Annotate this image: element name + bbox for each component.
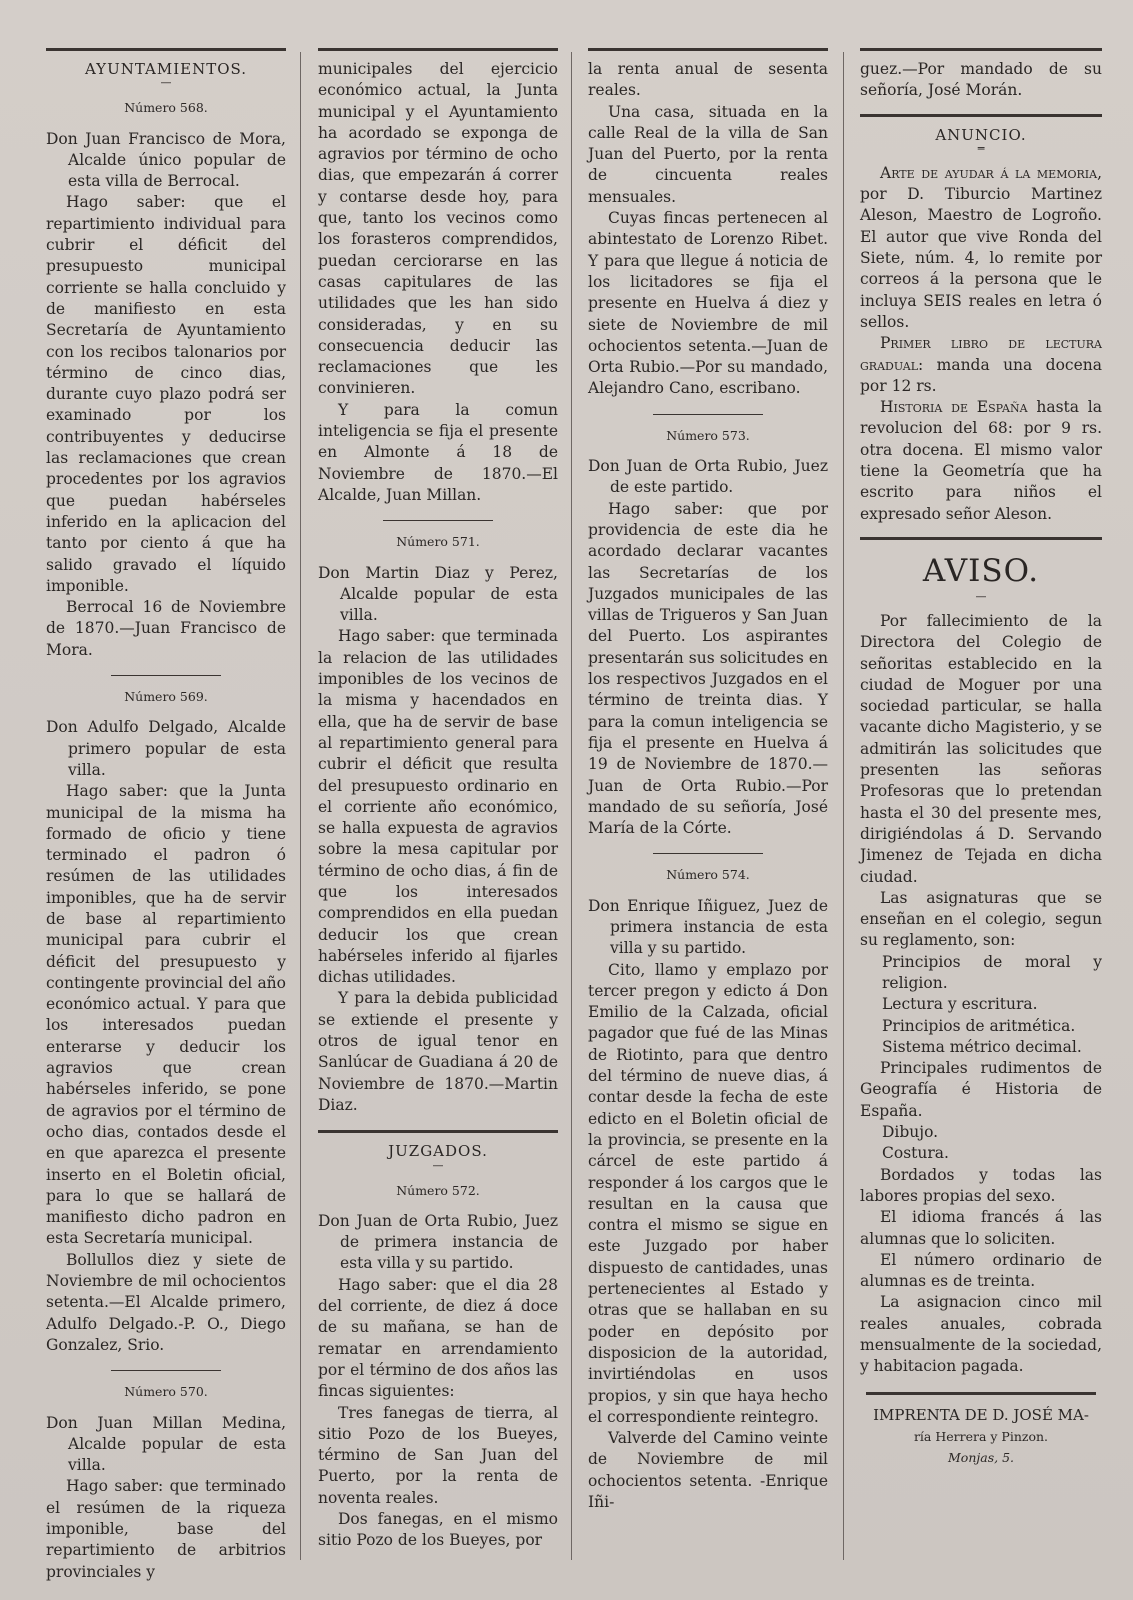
notice-number: Número 571. [396,534,480,550]
notice-item: Tres fanegas de tierra, al sitio Pozo de los Bueyes, término de San Juan del Puerto, por la renta de noventa reales. [318,1403,558,1507]
top-rule [860,48,1102,51]
column-divider [843,52,844,1560]
aviso-title: AVISO. [922,552,1040,589]
notice-signature: Cuyas fincas pertenecen al abintestato de Lorenzo Ribet. Y para que llegue á noticia de los licitadores se fija el presente en Huelva á diez y siete de Noviembre de mil ochocientos setenta.—Juan de Orta Rubio.—Por su mandado, Alejandro Cano, escribano. [588,209,828,398]
imprint-line: ría Herrera y Pinzon. [913,1428,1049,1444]
advert-historia [860,397,1102,525]
divider [653,853,763,854]
section-title-ayuntamientos: AYUNTAMIENTOS. [84,60,248,78]
subject-item: El idioma francés á las alumnas que lo soliciten. [860,1208,1102,1248]
column-divider [300,52,301,1560]
subject-item: Principales rudimentos de Geografía é Historia de España. [860,1059,1102,1120]
column-2 [318,48,558,1580]
top-rule [46,48,286,51]
aviso-body: Por fallecimiento de la Directora del Colegio de señoritas establecido en la ciudad de Moguer por una sociedad particular, se halla vacante dicho Magisterio, y se admitirán las solicitudes que presenten las señoras Profesoras que lo pretendan hasta el 30 del presente mes, dirigiéndolas á D. Servando Jimenez de Tejada en dicha ciudad. [860,611,1102,886]
notice-number: Número 573. [666,427,750,443]
subject-item: Sistema métrico decimal. [882,1037,1082,1056]
notice-signature: Bollullos diez y siete de Noviembre de mil ochocientos setenta.—El Alcalde primero, Adulfo Delgado.-P. O., Diego Gonzalez, Srio. [46,1250,286,1354]
notice-number: Número 574. [666,867,750,883]
notice-body: Hago saber: que el repartimiento individual para cubrir el déficit del presupuesto municipal corriente se halla concluido y de manifiesto en esta Secretaría de Ayuntamiento con los recibos talonarios por término de cinco dias, durante cuyo plazo podrá ser examinado por los contribuyentes y deducirse las reclamaciones que crean procedentes por los agravios que puedan habérseles inferido en la aplicacion del tanto por ciento á que ha salido gravado el líquido imponible. [46,193,286,595]
subject-item: Bordados y todas las labores propias del sexo. [860,1165,1102,1205]
notice-signature: Valverde del Camino veinte de Noviembre de mil ochocientos setenta. -Enrique Iñi- [588,1429,828,1511]
notice-body: Hago saber: que la Junta municipal de la misma ha formado de oficio y tiene terminado el padron ó resúmen de las utilidades imponibles, que ha de servir de base al repartimiento municipal para cubrir el déficit del presupuesto y contingente provincial del año económico actual. Y para que los interesados puedan enterarse y deducir los agravios que crean habérseles inferido, se pone de agravios por el término de ocho dias, contados desde el en que aparezca el presente inserto en el Boletin oficial, para lo que se hallará de manifiesto dicho padron en esta Secretaría municipal. [46,782,286,1248]
section-dash: ═ [977,141,985,155]
notice-heading: Don Juan Millan Medina, Alcalde popular de esta villa. [46,1413,286,1475]
section-title-anuncio: ANUNCIO. [935,125,1027,144]
notice-item: Dos fanegas, en el mismo sitio Pozo de los Bueyes, por [318,1510,558,1550]
subject-item: La asignacion cinco mil reales anuales, cobrada mensualmente de la sociedad, y habitacion pagada. [860,1293,1102,1376]
notice-body: Hago saber: que el dia 28 del corriente, de diez á doce de su mañana, se han de rematar en arrendamiento por el término de dos años las fincas siguientes: [318,1275,558,1401]
notice-signature: Y para la debida publicidad se extiende el presente y otros de igual tenor en Sanlúcar de Guadiana á 20 de Noviembre de 1870.—Martin Diaz. [318,989,558,1114]
notice-heading: Don Martin Diaz y Perez, Alcalde popular de esta villa. [318,563,558,625]
subject-item: Dibujo. [882,1123,939,1142]
subject-item: El número ordinario de alumnas es de treinta. [860,1250,1102,1291]
notice-heading: Don Enrique Iñiguez, Juez de primera instancia de esta villa y su partido. [588,896,828,958]
notice-heading: Don Juan de Orta Rubio, Juez de este partido. [588,457,828,497]
notice-number: Número 570. [124,1384,208,1400]
section-rule [860,537,1102,540]
advert-memoria [860,163,1102,333]
section-dash: — [160,76,172,90]
notice-signature: Y para la comun inteligencia se fija el presente en Almonte á 18 de Noviembre de 1870.—El Alcalde, Juan Millan. [318,400,558,504]
notice-heading: Don Juan de Orta Rubio, Juez de primera instancia de esta villa y su partido. [318,1211,558,1273]
divider [111,1370,221,1371]
column-1 [46,48,286,1580]
aviso-body: Las asignaturas que se enseñan en el colegio, segun su reglamento, son: [860,888,1102,950]
notice-body: Hago saber: que terminado el resúmen de la riqueza imponible, base del repartimiento de arbitrios provinciales y [46,1477,286,1581]
top-rule [318,48,558,51]
subject-item: Principios de moral y religion. [882,952,1102,992]
subject-item: Lectura y escritura. [882,995,1038,1014]
notice-heading: Don Adulfo Delgado, Alcalde primero popular de esta villa. [46,718,286,779]
section-title-juzgados: JUZGADOS. [388,1142,488,1161]
divider [653,414,763,415]
notice-continuation: la renta anual de sesenta reales. [588,60,828,100]
column-4 [860,48,1102,1580]
notice-item: Una casa, situada en la calle Real de la villa de San Juan del Puerto, por la renta de cincuenta reales mensuales. [588,102,828,206]
notice-body: Cito, llamo y emplazo por tercer pregon y edicto á Don Emilio de la Calzada, oficial pagador que fué de las Minas de Riotinto, para que dentro del término de nueve dias, á contar desde la fecha de este edicto en el Boletin oficial de la provincia, se presente en la cárcel de este partido á responder á los cargos que le resultan en la causa que contra el mismo se sigue en este Juzgado por haber dispuesto de cantidades, unas pertenecientes al Estado y otras que se hallaban en su poder en depósito por disposicion de la autoridad, invirtiéndolas en usos propios, y sin que haya hecho el correspondiente reintegro. [588,960,828,1426]
notice-heading: Don Juan Francisco de Mora, Alcalde único popular de esta villa de Berrocal. [46,129,286,191]
notice-number: Número 568. [124,100,208,116]
section-rule [860,114,1102,117]
column-3 [588,48,828,1580]
column-divider [571,52,572,1560]
imprint-rule [866,1392,1096,1395]
notice-body: Hago saber: que por providencia de este dia he acordado declarar vacantes las Secretarías de los Juzgados municipales de las villas de Trigueros y San Juan del Puerto. Los aspirantes presentarán sus solicitudes en los respectivos Juzgados en el término de treinta dias. Y para la comun inteligencia se fija el presente en Huelva á 19 de Noviembre de 1870.—Juan de Orta Rubio.—Por mandado de su señoría, José María de la Córte. [588,499,828,838]
imprint-line: IMPRENTA DE D. JOSÉ MA- [873,1405,1089,1424]
advert-lectura [860,333,1102,397]
advert-body: por D. Tiburcio Martinez Aleson, Maestro de Logroño. El autor que vive Ronda del Siete, núm. 4, lo remite por correos á la persona que le incluya SEIS reales en letra ó sellos. [860,185,1102,331]
top-rule [588,48,828,51]
advert-body: hasta la revolucion del 68: por 9 rs. otra docena. El mismo valor tiene la Geometría que ha escrito para niños el expresado señor Aleson. [860,398,1102,523]
divider [383,520,493,521]
divider [111,675,221,676]
imprint-address: Monjas, 5. [948,1450,1014,1466]
section-dash: — [432,1158,444,1172]
subject-item: Costura. [882,1144,949,1163]
notice-signature: Berrocal 16 de Noviembre de 1870.—Juan Francisco de Mora. [46,598,286,659]
subject-item: Principios de aritmética. [882,1016,1076,1035]
advert-title: Primer libro de lectura gradual: [860,334,1102,374]
advert-body: manda una docena por 12 rs. [860,355,1102,395]
notice-number: Número 572. [396,1182,480,1198]
notice-number: Número 569. [124,689,208,705]
section-rule [318,1130,558,1133]
notice-continuation: municipales del ejercicio económico actual, la Junta municipal y el Ayuntamiento ha acordado se exponga de agravios por término de ocho dias, que empezarán á correr y contarse desde hoy, para que, tanto los vecinos como los forasteros comprendidos, puedan cerciorarse en las casas capitulares de las utilidades que les han sido consideradas, y en su consecuencia deducir las reclamaciones que les convinieren. [318,60,558,398]
notice-body: Hago saber: que terminada la relacion de las utilidades imponibles de los vecinos de la misma y hacendados en ella, que ha de servir de base al repartimiento general para cubrir el déficit que resulta del presupuesto ordinario en el corriente año económico, se halla expuesta de agravios sobre la mesa capitular por término de ocho dias, á fin de que los interesados comprendidos en ella puedan deducir los que crean habérseles inferido al fijarles dichas utilidades. [318,627,558,987]
advert-title: Arte de ayudar á la memoria, [880,163,1102,182]
section-dash: — [975,589,987,603]
advert-title: Historia de España [880,398,1028,417]
notice-continuation: guez.—Por mandado de su señoría, José Morán. [860,60,1102,100]
